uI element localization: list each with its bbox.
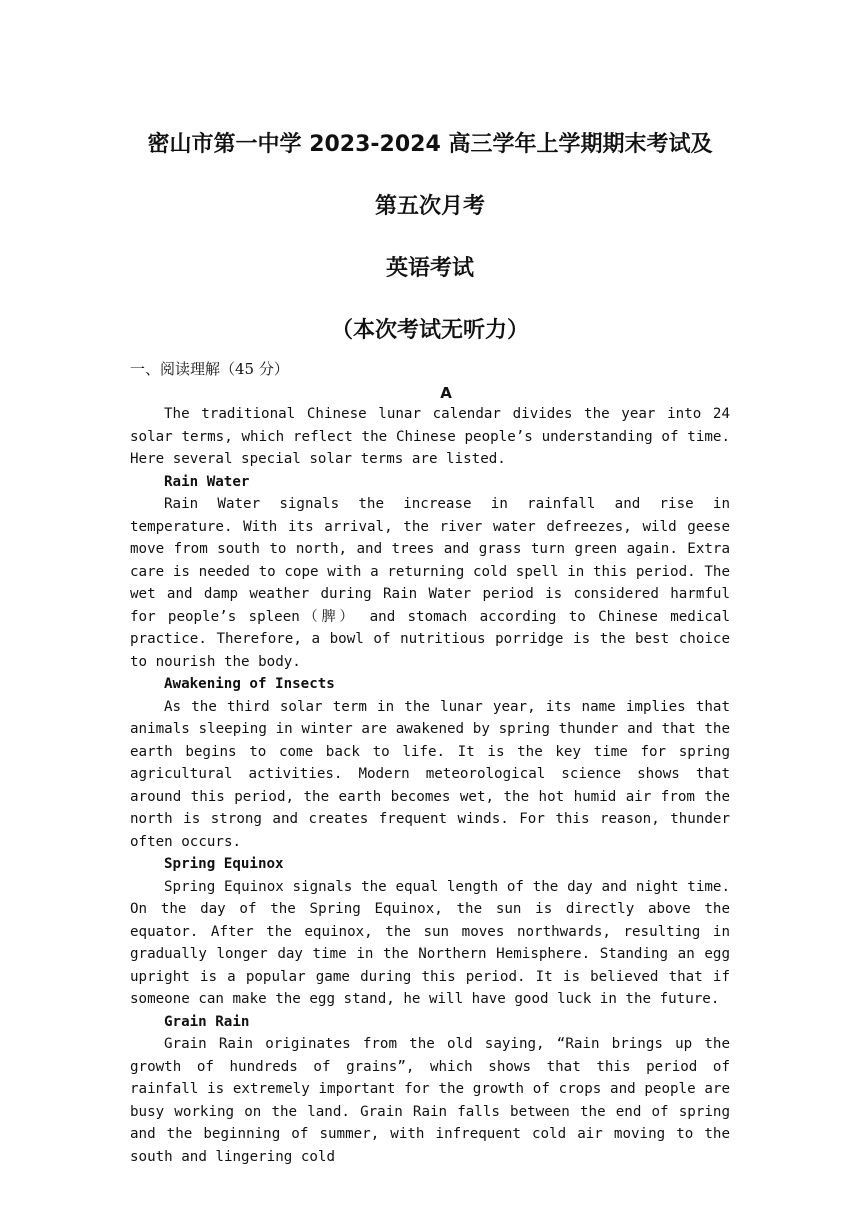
paragraph-spring-equinox: Spring Equinox signals the equal length of the day and night time. On the day of the Spring Equinox, the sun is directly above the equator. After the equinox, the sun moves northwards, resulting in gradually longer day time in the Northern Hemisphere. Standing an egg upright is a popular game during this period. It is believed that if someone can make the egg stand, he will have good luck in the future.	[130, 878, 730, 1007]
exam-note-no-listening: （本次考试无听力）	[330, 318, 529, 343]
paragraph-awakening-of-insects: As the third solar term in the lunar year, its name implies that animals sleeping in winter are awakened by spring thunder and that the earth begins to come back to life. It is the key time for spring agricultural activities. Modern meteorological science shows that around this period, the earth becomes wet, the hot humid air from the north is strong and creates frequent winds. For this reason, thunder often occurs.	[130, 698, 730, 850]
part-letter: A	[440, 384, 452, 402]
subheading-rain-water: Rain Water	[164, 473, 250, 490]
paragraph-rain-water: Rain Water signals the increase in rainfall and rise in temperature. With its arrival, the river water defreezes, wild geese move from south to north, and trees and grass turn green again. Extra care is needed to cope with a returning cold spell in this period. The wet and damp weather during Rain Water period is considered harmful for people’s spleen（脾） and stomach according to Chinese medical practice. Therefore, a bowl of nutritious porridge is the best choice to nourish the body.	[130, 496, 730, 670]
exam-title-line-2: 第五次月考	[374, 194, 485, 219]
exam-title-line-1: 密山市第一中学 2023-2024 高三学年上学期期末考试及	[147, 132, 713, 157]
passage-intro: The traditional Chinese lunar calendar divides the year into 24 solar terms, which reflect the Chinese people’s understanding of time. Here several special solar terms are listed.	[130, 406, 730, 467]
paragraph-grain-rain: Grain Rain originates from the old saying, “Rain brings up the growth of hundreds of grains”, which shows that this period of rainfall is extremely important for the growth of crops and people are busy working on the land. Grain Rain falls between the end of spring and the beginning of summer, with infrequent cold air moving to the south and lingering cold	[130, 1036, 730, 1165]
subheading-spring-equinox: Spring Equinox	[164, 856, 284, 872]
exam-subject-title: 英语考试	[385, 256, 474, 281]
subheading-awakening-of-insects: Awakening of Insects	[164, 676, 335, 692]
subheading-grain-rain: Grain Rain	[164, 1013, 250, 1030]
reading-passage	[130, 403, 730, 1168]
section-heading-reading: 一、阅读理解（45 分）	[130, 360, 289, 378]
